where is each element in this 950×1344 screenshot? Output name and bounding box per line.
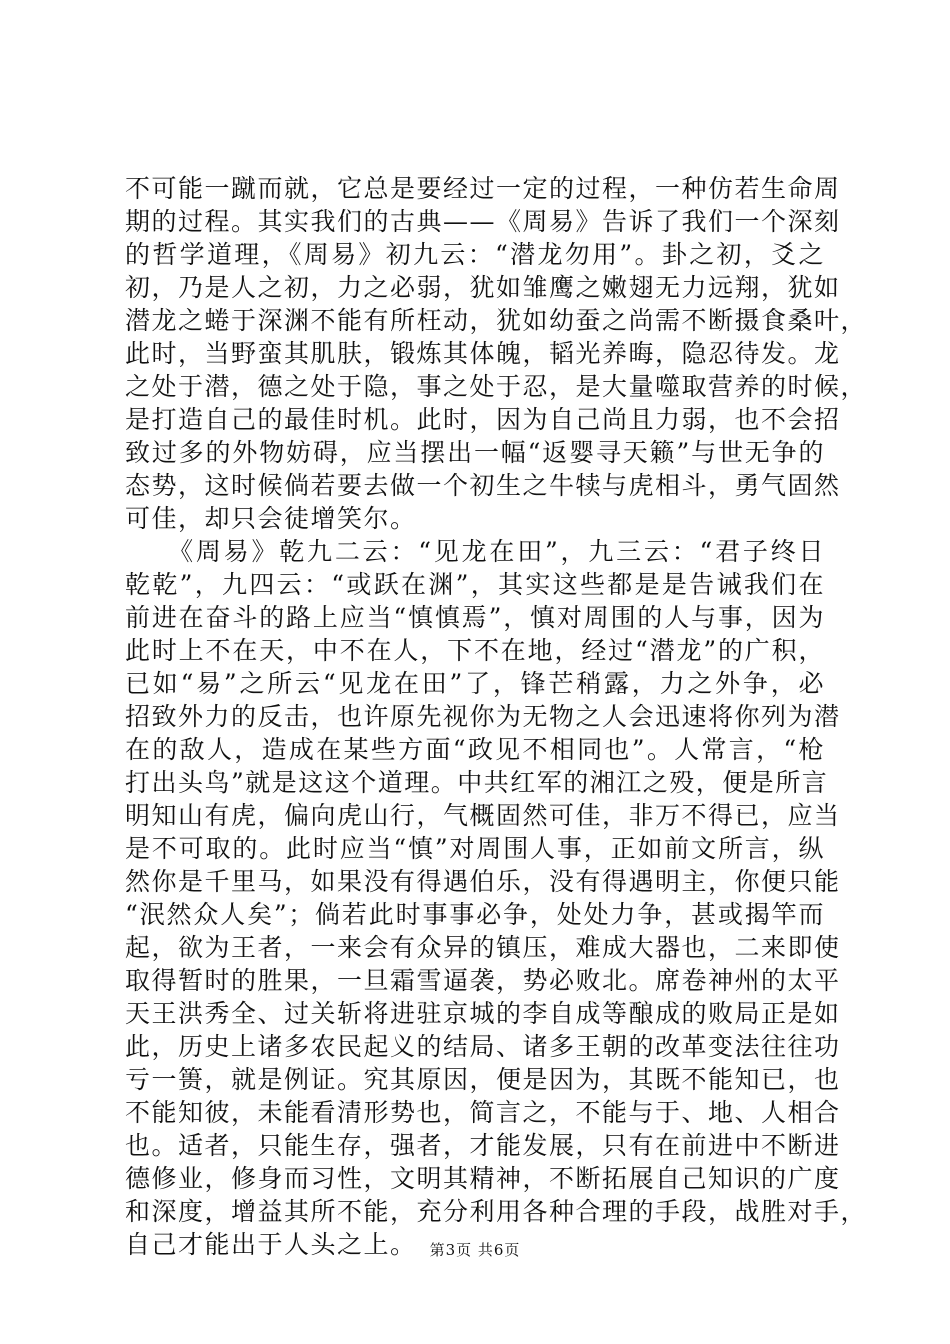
text-line: 已如“易”之所云“见龙在田”了，锋芒稍露，力之外争，必 xyxy=(125,669,825,698)
text-line: 的哲学道理，《周易》初九云：“潜龙勿用”。卦之初，爻之 xyxy=(125,240,825,269)
text-line: 自己才能出于人头之上。 xyxy=(125,1230,417,1259)
text-line: 是打造自己的最佳时机。此时，因为自己尚且力弱，也不会招 xyxy=(125,405,841,434)
text-line: 是不可取的。此时应当“慎”对周围人事，正如前文所言，纵 xyxy=(125,834,825,863)
text-line: 初，乃是人之初，力之必弱，犹如雏鹰之嫩翅无力远翔，犹如 xyxy=(125,273,841,302)
text-line: 潜龙之蜷于深渊不能有所枉动，犹如幼蚕之尚需不断摄食桑叶， xyxy=(125,306,868,335)
text-line: 此时，当野蛮其肌肤，锻炼其体魄，韬光养晦，隐忍待发。龙 xyxy=(125,339,841,368)
text-line: 起，欲为王者，一来会有众异的镇压，难成大器也，二来即使 xyxy=(125,933,841,962)
text-line: 然你是千里马，如果没有得遇伯乐，没有得遇明主，你便只能 xyxy=(125,867,841,896)
text-line: 不能知彼，未能看清形势也，简言之，不能与于、地、人相合 xyxy=(125,1098,841,1127)
text-line: 德修业，修身而习性，文明其精神，不断拓展自己知识的广度 xyxy=(125,1164,841,1193)
body-text xyxy=(125,172,868,1261)
text-line: 可佳，却只会徒增笑尔。 xyxy=(125,504,417,533)
text-line: 打出头鸟”就是这这个道理。中共红军的湘江之殁，便是所言 xyxy=(125,768,829,797)
text-line: 天王洪秀全、过关斩将进驻京城的李自成等酿成的败局正是如 xyxy=(125,999,841,1028)
text-line: 期的过程。其实我们的古典——《周易》告诉了我们一个深刻 xyxy=(125,207,841,236)
text-line: 取得暂时的胜果，一旦霜雪逼袭，势必败北。席卷神州的太平 xyxy=(125,966,841,995)
text-line: 在的敌人，造成在某些方面“政见不相同也”。人常言，“枪 xyxy=(125,735,825,764)
text-line: 此，历史上诸多农民起义的结局、诸多王朝的改革变法往往功 xyxy=(125,1032,841,1061)
text-line: 也。适者，只能生存，强者，才能发展，只有在前进中不断进 xyxy=(125,1131,841,1160)
text-line: “泯然众人矣”；倘若此时事事必争，处处力争，甚或揭竿而 xyxy=(125,900,825,929)
text-line: 之处于潜，德之处于隐，事之处于忍，是大量噬取营养的时候， xyxy=(125,372,868,401)
text-line: 亏一篑，就是例证。究其原因，便是因为，其既不能知已，也 xyxy=(125,1065,841,1094)
text-line: 明知山有虎，偏向虎山行，气概固然可佳，非万不得已，应当 xyxy=(125,801,841,830)
text-line: 乾乾”，九四云：“或跃在渊”，其实这些都是是告诫我们在 xyxy=(125,570,825,599)
text-line: 和深度，增益其所不能，充分利用各种合理的手段，战胜对手， xyxy=(125,1197,868,1226)
text-line: 招致外力的反击，也许原先视你为无物之人会迅速将你列为潜 xyxy=(125,702,841,731)
text-line: 《周易》乾九二云：“见龙在田”，九三云：“君子终日 xyxy=(125,537,825,566)
text-line: 态势，这时候倘若要去做一个初生之牛犊与虎相斗，勇气固然 xyxy=(125,471,841,500)
text-line: 不可能一蹴而就，它总是要经过一定的过程，一种仿若生命周 xyxy=(125,174,841,203)
text-line: 致过多的外物妨碍，应当摆出一幅“返婴寻天籁”与世无争的 xyxy=(125,438,825,467)
page-footer: 第3页 共6页 xyxy=(429,1241,521,1259)
text-line: 此时上不在天，中不在人，下不在地，经过“潜龙”的广积， xyxy=(125,636,825,665)
text-line: 前进在奋斗的路上应当“慎慎焉”，慎对周围的人与事，因为 xyxy=(125,603,825,632)
